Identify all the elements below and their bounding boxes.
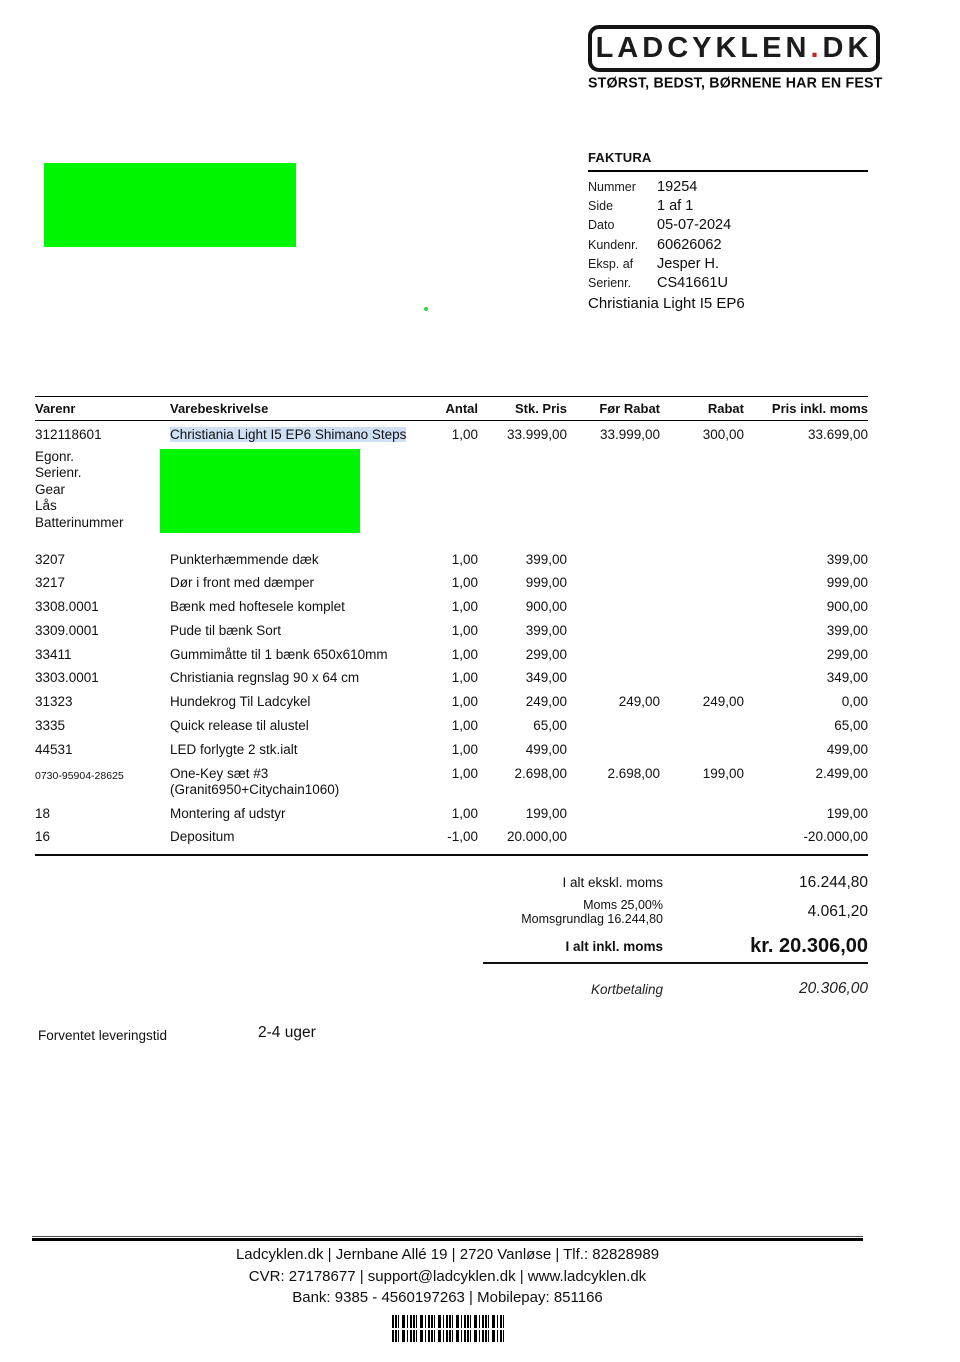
cell-stk-pris: 249,00 [525, 694, 567, 710]
total-excl-vat-row [35, 872, 868, 893]
header-varenr: Varenr [35, 401, 76, 416]
table-row [35, 599, 868, 623]
cell-rabat: 199,00 [702, 765, 744, 781]
cell-description: LED forlygte 2 stk.ialt [170, 741, 298, 757]
meta-row-side [588, 198, 868, 217]
cell-description: Punkterhæmmende dæk [170, 551, 319, 567]
header-antal: Antal [445, 401, 478, 416]
detail-label-laas: Lås [35, 498, 57, 514]
cell-description: Depositum [170, 829, 235, 845]
cell-pris: 0,00 [841, 694, 868, 710]
table-row-bike [35, 427, 868, 444]
cell-varenr: 3303.0001 [35, 670, 99, 686]
header-stk-pris: Stk. Pris [514, 401, 567, 416]
cell-antal: 1,00 [451, 575, 478, 591]
logo-dot: . [810, 32, 823, 64]
footer-rule [32, 1236, 863, 1241]
table-header-row [35, 396, 868, 421]
cell-pris: -20.000,00 [803, 829, 868, 845]
cell-pris: 33.699,00 [807, 427, 868, 442]
cell-pris: 65,00 [834, 718, 868, 734]
cell-varenr: 16 [35, 829, 51, 845]
cell-antal: 1,00 [451, 765, 478, 781]
vat-base-label: Momsgrundlag 16.244,80 [521, 912, 663, 926]
cell-stk-pris: 349,00 [525, 670, 567, 686]
green-dot-mark [424, 307, 428, 311]
cell-stk-pris: 299,00 [525, 646, 567, 662]
meta-value: 05-07-2024 [657, 217, 732, 234]
footer [32, 1236, 863, 1309]
cell-stk-pris: 399,00 [525, 622, 567, 638]
cell-antal: 1,00 [451, 551, 478, 567]
cell-pris: 399,00 [826, 622, 868, 638]
vat-row [35, 897, 868, 927]
meta-label: Side [588, 199, 614, 214]
footer-bank-line: Bank: 9385 - 4560197263 | Mobilepay: 851166 [292, 1289, 603, 1306]
footer-contact-lines [32, 1244, 863, 1309]
payment-method-label: Kortbetaling [590, 981, 663, 997]
table-row [35, 552, 868, 576]
bike-detail-block [35, 449, 868, 533]
cell-description: Christiania regnslag 90 x 64 cm [170, 670, 360, 686]
total-incl-label: I alt inkl. moms [565, 938, 663, 954]
cell-stk-pris: 65,00 [533, 718, 567, 734]
cell-varenr: 44531 [35, 741, 73, 757]
cell-varenr: 31323 [35, 694, 73, 710]
totals-section [35, 872, 868, 1000]
meta-row-eksp-af [588, 256, 868, 275]
meta-label: Dato [588, 218, 615, 233]
vat-rate-label: Moms 25,00% [583, 897, 663, 912]
cell-pris: 999,00 [826, 575, 868, 591]
cell-antal: 1,00 [451, 741, 478, 757]
header-varebeskrivelse: Varebeskrivelse [170, 401, 269, 416]
table-row-one-key [35, 766, 868, 806]
table-row [35, 575, 868, 599]
meta-value: 60626062 [657, 236, 722, 253]
cell-stk-pris: 2.698,00 [514, 765, 567, 781]
cell-pris: 199,00 [826, 805, 868, 821]
table-row [35, 670, 868, 694]
total-excl-label: I alt ekskl. moms [562, 875, 663, 890]
detail-label-egonr: Egonr. [35, 448, 75, 464]
cell-antal: 1,00 [451, 622, 478, 638]
cell-description: Gummimåtte til 1 bænk 650x610mm [170, 646, 388, 662]
table-row [35, 806, 868, 830]
cell-varenr: 3308.0001 [35, 599, 99, 615]
meta-row-nummer [588, 179, 868, 198]
cell-antal: 1,00 [451, 599, 478, 615]
cell-antal: 1,00 [451, 694, 478, 710]
logo-brand-text: LADCYKLEN [595, 32, 811, 64]
cell-foer-rabat: 249,00 [618, 694, 660, 710]
header-pris-inkl-moms: Pris inkl. moms [771, 401, 868, 416]
meta-value: 19254 [657, 179, 698, 195]
cell-rabat: 249,00 [702, 694, 744, 710]
cell-foer-rabat: 2.698,00 [607, 765, 660, 781]
header-rabat: Rabat [707, 401, 744, 416]
cell-varenr: 3207 [35, 551, 66, 567]
cell-description: Quick release til alustel [170, 718, 309, 734]
table-row [35, 829, 868, 853]
cell-stk-pris: 900,00 [525, 599, 567, 615]
cell-pris: 299,00 [826, 646, 868, 662]
totals-rule [483, 962, 868, 964]
cell-description: Dør i front med dæmper [170, 575, 315, 591]
meta-value: Jesper H. [657, 255, 720, 272]
footer-cvr-line: CVR: 27178677 | support@ladcyklen.dk | www.ladcyklen.dk [248, 1267, 647, 1285]
invoice-meta-panel [588, 150, 868, 312]
table-row [35, 718, 868, 742]
meta-value: 1 af 1 [657, 198, 694, 215]
detail-label-batterinummer: Batterinummer [35, 514, 124, 530]
cell-antal: -1,00 [447, 829, 478, 845]
table-row [35, 742, 868, 766]
cell-pris: 2.499,00 [815, 765, 868, 781]
invoice-title: FAKTURA [588, 150, 868, 172]
logo-box [588, 25, 880, 72]
cell-stk-pris: 33.999,00 [506, 427, 567, 442]
table-row [35, 694, 868, 718]
delivery-row [38, 1024, 538, 1052]
cell-rabat: 300,00 [702, 427, 744, 442]
delivery-value: 2-4 uger [258, 1024, 316, 1041]
meta-label: Serienr. [588, 275, 632, 290]
cell-antal: 1,00 [451, 718, 478, 734]
invoice-product-name: Christiania Light I5 EP6 [588, 295, 745, 313]
meta-label: Nummer [588, 180, 636, 194]
vat-value: 4.061,20 [807, 903, 868, 920]
cell-pris: 499,00 [826, 741, 868, 757]
cell-antal: 1,00 [451, 646, 478, 662]
cell-description [170, 766, 410, 798]
cell-description[interactable] [170, 427, 410, 444]
header-foer-rabat: Før Rabat [599, 401, 660, 416]
cell-antal: 1,00 [451, 427, 478, 442]
table-row [35, 623, 868, 647]
meta-label: Kundenr. [588, 237, 639, 252]
cell-varenr: 0730-95904-28625 [35, 769, 124, 782]
cell-pris: 349,00 [826, 670, 868, 686]
meta-row-dato [588, 217, 868, 236]
table-row [35, 647, 868, 671]
vat-labels [35, 898, 663, 927]
cell-stk-pris: 399,00 [525, 551, 567, 567]
logo-tld-text: DK [822, 32, 873, 64]
cell-pris: 900,00 [826, 599, 868, 615]
detail-label-gear: Gear [35, 481, 66, 497]
detail-label-serienr: Serienr. [35, 465, 82, 481]
card-payment-row [35, 978, 868, 1000]
cell-varenr: 3335 [35, 718, 66, 734]
meta-value: CS41661U [657, 274, 728, 291]
cell-stk-pris: 999,00 [525, 575, 567, 591]
items-table [35, 396, 868, 856]
cell-pris: 399,00 [826, 551, 868, 567]
company-logo [588, 25, 883, 92]
cell-varenr: 18 [35, 805, 51, 821]
cell-varenr: 312118601 [35, 427, 102, 442]
meta-row-serienr [588, 275, 868, 294]
total-incl-value: kr. 20.306,00 [750, 934, 868, 957]
cell-stk-pris: 199,00 [525, 805, 567, 821]
desc-line-2: (Granit6950+Citychain1060) [170, 781, 340, 797]
table-bottom-rule [35, 854, 868, 856]
cell-antal: 1,00 [451, 805, 478, 821]
footer-address-line: Ladcyklen.dk | Jernbane Allé 19 | 2720 Vanløse | Tlf.: 82828989 [235, 1246, 660, 1263]
cell-varenr: 33411 [35, 646, 72, 662]
redacted-customer-address [44, 163, 296, 247]
redacted-serial-values [160, 449, 360, 533]
logo-tagline: STØRST, BEDST, BØRNENE HAR EN FEST [588, 75, 883, 92]
cell-foer-rabat: 33.999,00 [599, 427, 660, 442]
cell-stk-pris: 499,00 [525, 741, 567, 757]
cell-varenr: 3217 [35, 575, 66, 591]
desc-line-1: One-Key sæt #3 [170, 765, 269, 781]
total-incl-vat-row [35, 933, 868, 959]
cell-description: Hundekrog Til Ladcykel [170, 694, 311, 710]
cell-varenr: 3309.0001 [35, 622, 99, 638]
barcode [392, 1315, 504, 1342]
cell-description: Montering af udstyr [170, 805, 286, 821]
meta-row-kundenr [588, 237, 868, 256]
table-gap [35, 533, 868, 552]
meta-label: Eksp. af [588, 256, 634, 271]
delivery-label: Forventet leveringstid [38, 1028, 168, 1043]
cell-description: Pude til bænk Sort [170, 622, 282, 638]
payment-amount: 20.306,00 [799, 980, 868, 997]
invoice-meta-fields [588, 179, 868, 294]
cell-antal: 1,00 [451, 670, 478, 686]
selected-text[interactable]: Christiania Light I5 EP6 Shimano Steps [170, 427, 407, 442]
cell-stk-pris: 20.000,00 [506, 829, 567, 845]
cell-description: Bænk med hoftesele komplet [170, 599, 345, 615]
total-excl-value: 16.244,80 [799, 873, 868, 891]
